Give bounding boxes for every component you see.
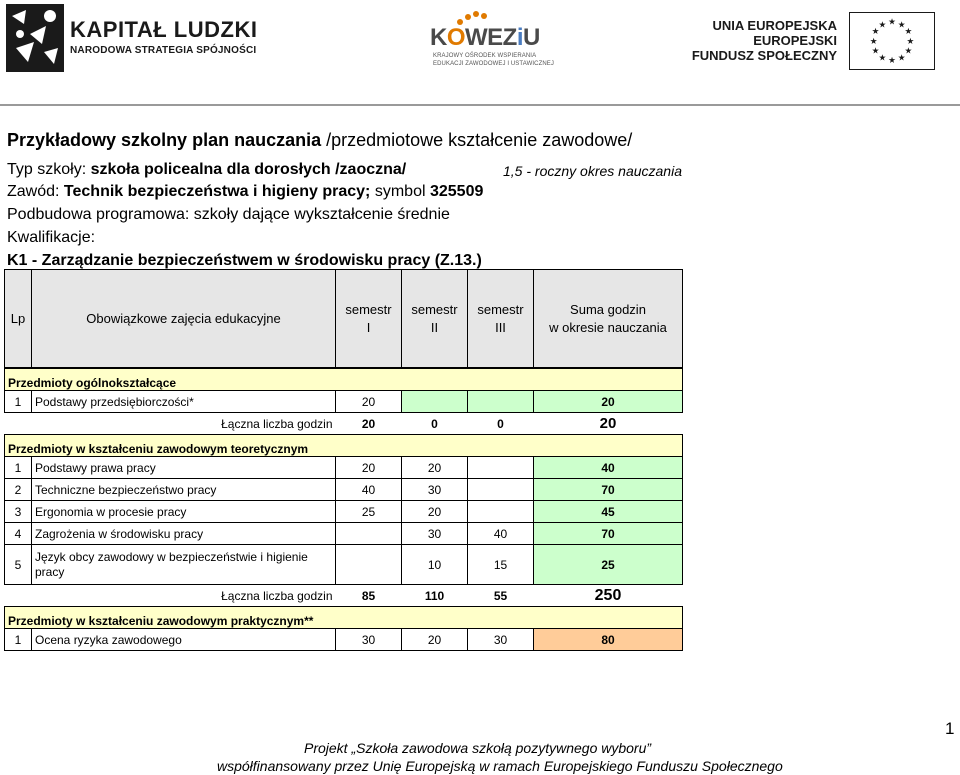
- row-subject: Techniczne bezpieczeństwo pracy: [32, 479, 336, 501]
- row-subject: Podstawy przedsiębiorczości*: [32, 391, 336, 413]
- row-sum: 40: [534, 457, 683, 479]
- row-sem3: [468, 479, 534, 501]
- svg-text:★: ★: [878, 53, 887, 64]
- kapital-ludzki-subtitle: NARODOWA STRATEGIA SPÓJNOŚCI: [70, 45, 257, 56]
- eu-line-1: UNIA EUROPEJSKA: [712, 18, 837, 33]
- kapital-ludzki-title: KAPITAŁ LUDZKI: [70, 17, 258, 42]
- row-sem2: 20: [402, 501, 468, 523]
- row-lp: 5: [5, 545, 32, 585]
- row-subject: Ocena ryzyka zawodowego: [32, 629, 336, 651]
- row-lp: 4: [5, 523, 32, 545]
- header-semester-2-num: II: [430, 319, 439, 335]
- svg-text:★: ★: [878, 20, 887, 31]
- school-type-line: [7, 161, 406, 179]
- row-subject: Zagrożenia w środowisku pracy: [32, 523, 336, 545]
- qualification-k1: K1 - Zarządzanie bezpieczeństwem w środowisku pracy (Z.13.): [7, 252, 482, 269]
- section-row-practical: [5, 607, 683, 629]
- section-row-general: [5, 369, 683, 391]
- row-sem1: [336, 545, 402, 585]
- eu-flag-stars-icon: [849, 12, 935, 70]
- table-header-row: [5, 270, 683, 368]
- row-sem2: [402, 391, 468, 413]
- page-number: 1: [945, 719, 955, 738]
- row-sum: 25: [534, 545, 683, 585]
- row-subject: Podstawy prawa pracy: [32, 457, 336, 479]
- table-row: [5, 523, 683, 545]
- row-sem2: 30: [402, 523, 468, 545]
- svg-text:★: ★: [888, 17, 896, 28]
- header-sum-line-1: Suma godzin: [570, 301, 646, 317]
- eu-fund-text: [692, 18, 837, 63]
- koweziu-subtitle-1: KRAJOWY OŚRODEK WSPIERANIA: [433, 53, 537, 59]
- school-type-label: Typ szkoły:: [7, 161, 91, 178]
- koweziu-o: O: [446, 24, 466, 51]
- header-semester-3-word: semestr: [477, 301, 524, 317]
- symbol-value: 325509: [429, 183, 484, 200]
- section-title: Przedmioty w kształceniu zawodowym praktycznym**: [5, 607, 683, 629]
- row-sem1: 20: [336, 457, 402, 479]
- eu-line-3: FUNDUSZ SPOŁECZNY: [691, 48, 837, 63]
- header-sum: [534, 270, 683, 368]
- row-sem2: 20: [402, 457, 468, 479]
- table-row: [5, 501, 683, 523]
- koweziu-name: [430, 24, 540, 52]
- table-row: [5, 479, 683, 501]
- table-row: [5, 457, 683, 479]
- koweziu-wez: WEZ: [465, 24, 517, 51]
- total-sum: 250: [534, 585, 683, 607]
- section-title: Przedmioty w kształceniu zawodowym teoretycznym: [5, 435, 683, 457]
- row-sum: 70: [534, 479, 683, 501]
- svg-text:★: ★: [904, 27, 913, 38]
- row-sem2: 30: [402, 479, 468, 501]
- row-sum: 80: [534, 629, 683, 651]
- total-sem2: 110: [402, 585, 468, 607]
- row-sem3: [468, 457, 534, 479]
- row-sem1: 20: [336, 391, 402, 413]
- header-semester-2: [402, 270, 468, 368]
- footer-funding-line: współfinansowany przez Unię Europejską w ramach Europejskiego Funduszu Społecznego: [217, 758, 783, 774]
- section-title: Przedmioty ogólnokształcące: [5, 369, 683, 391]
- koweziu-subtitle-2: EDUKACJI ZAWODOWEJ I USTAWICZNEJ: [433, 61, 554, 67]
- header-divider: [0, 104, 960, 106]
- basis-line: Podbudowa programowa: szkoły dające wykształcenie średnie: [7, 206, 450, 223]
- row-sem1: 30: [336, 629, 402, 651]
- header-subject: Obowiązkowe zajęcia edukacyjne: [32, 270, 336, 368]
- section-row-theory: [5, 435, 683, 457]
- header-semester-1-num: I: [366, 319, 371, 335]
- svg-text:★: ★: [869, 36, 878, 47]
- svg-text:★: ★: [904, 46, 913, 57]
- total-row: [5, 413, 683, 435]
- teaching-plan-table: [4, 269, 683, 651]
- koweziu-i: i: [516, 24, 524, 51]
- row-subject: Ergonomia w procesie pracy: [32, 501, 336, 523]
- header-semester-3: [468, 270, 534, 368]
- row-sem3: 30: [468, 629, 534, 651]
- profession-value: Technik bezpieczeństwa i higieny pracy;: [63, 183, 371, 200]
- row-sum: 70: [534, 523, 683, 545]
- row-lp: 3: [5, 501, 32, 523]
- page-header: [0, 0, 960, 104]
- total-label: Łączna liczba godzin: [221, 588, 333, 603]
- row-sem3: [468, 501, 534, 523]
- eu-fund-logo: [691, 12, 955, 74]
- footer-project-line: Projekt „Szkoła zawodowa szkołą pozytywnego wyboru”: [304, 740, 652, 756]
- row-sem3: 15: [468, 545, 534, 585]
- total-sem3: 55: [468, 585, 534, 607]
- row-sem1: [336, 523, 402, 545]
- header-semester-1-word: semestr: [345, 301, 392, 317]
- school-type-value: szkoła policealna dla dorosłych /zaoczna/: [90, 161, 407, 178]
- header-sum-line-2: w okresie nauczania: [549, 319, 667, 335]
- plan-title-bold: Przykładowy szkolny plan nauczania: [7, 130, 322, 150]
- profession-label: Zawód:: [7, 183, 64, 200]
- row-sem2: 20: [402, 629, 468, 651]
- table-row: [5, 629, 683, 651]
- header-lp: Lp: [5, 270, 32, 368]
- row-sem2: 10: [402, 545, 468, 585]
- row-sem1: 40: [336, 479, 402, 501]
- header-semester-3-num: III: [495, 319, 506, 335]
- kapital-ludzki-logo: [6, 4, 258, 74]
- header-semester-1: [336, 270, 402, 368]
- svg-text:★: ★: [897, 53, 906, 64]
- duration-note: 1,5 - roczny okres nauczania: [503, 163, 682, 179]
- total-sum: 20: [534, 413, 683, 435]
- row-lp: 2: [5, 479, 32, 501]
- row-sum: 20: [534, 391, 683, 413]
- row-lp: 1: [5, 457, 32, 479]
- table-row: [5, 391, 683, 413]
- total-sem1: 85: [336, 585, 402, 607]
- row-sem3: [468, 391, 534, 413]
- total-sem3: 0: [468, 413, 534, 435]
- row-sum: 45: [534, 501, 683, 523]
- table-row: [5, 545, 683, 585]
- plan-title: [7, 130, 632, 151]
- koweziu-k: K: [430, 24, 447, 51]
- svg-text:★: ★: [871, 27, 880, 38]
- total-label: Łączna liczba godzin: [221, 416, 333, 431]
- total-row: [5, 585, 683, 607]
- svg-text:★: ★: [906, 36, 915, 47]
- svg-text:★: ★: [897, 20, 906, 31]
- plan-title-rest: /przedmiotowe kształcenie zawodowe/: [321, 130, 633, 150]
- koweziu-u: U: [523, 24, 540, 51]
- total-sem2: 0: [402, 413, 468, 435]
- svg-text:★: ★: [871, 46, 880, 57]
- row-sem1: 25: [336, 501, 402, 523]
- row-lp: 1: [5, 391, 32, 413]
- eu-line-2: EUROPEJSKI: [753, 33, 837, 48]
- header-semester-2-word: semestr: [411, 301, 458, 317]
- svg-text:★: ★: [888, 56, 896, 67]
- row-lp: 1: [5, 629, 32, 651]
- qualifications-label: Kwalifikacje:: [7, 229, 96, 246]
- row-subject: Język obcy zawodowy w bezpieczeństwie i higienie pracy: [32, 545, 336, 585]
- row-sem3: 40: [468, 523, 534, 545]
- kapital-ludzki-emblem-icon: [6, 4, 64, 72]
- koweziu-logo: [430, 10, 565, 74]
- total-sem1: 20: [336, 413, 402, 435]
- symbol-label: symbol: [370, 183, 430, 200]
- profession-line: [7, 183, 483, 201]
